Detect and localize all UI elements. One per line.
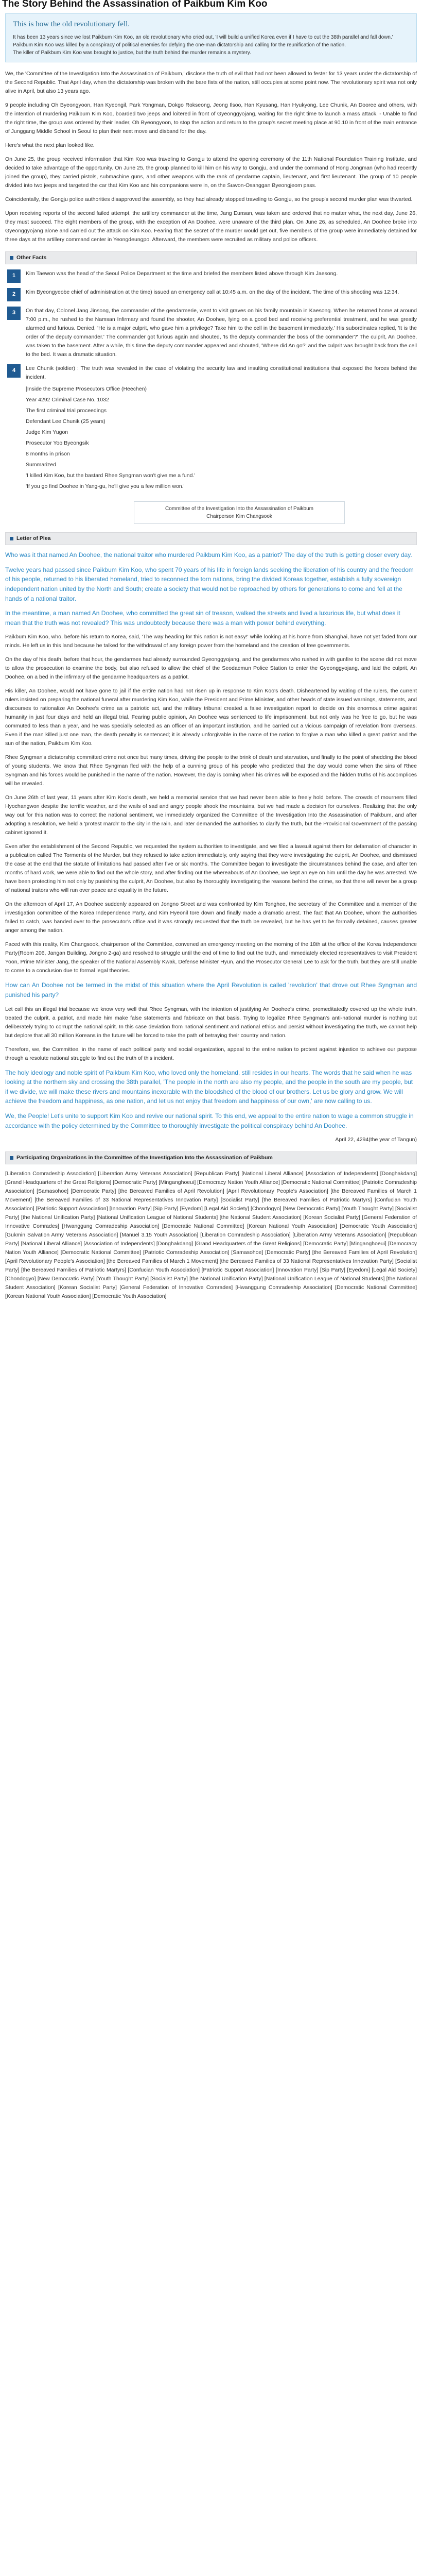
verdict-line: Summarized [26, 462, 56, 468]
intro-heading: This is how the old revolutionary fell. [13, 20, 130, 28]
section-heading-letter-of-plea [5, 532, 417, 545]
section-heading-label: Letter of Plea [16, 535, 51, 542]
square-bullet-icon [10, 256, 13, 260]
intro-box [5, 13, 417, 62]
signature-chairperson: Chairperson Kim Changsook [206, 514, 272, 520]
body-paragraph: Here's what the next plan looked like. [5, 142, 95, 149]
verdict-line: Prosecutor Yoo Byeongsik [26, 440, 89, 447]
article-body [0, 70, 422, 1301]
body-paragraph: 9 people including Oh Byeongyoon, Han Kyeongil, Park Yongman, Dokgo Rokseong, Jeong Ilsoo, Han Kyusang, Han Hyukyong, Lee Chunik, An Dooree and others, with the intention of murdering Paikbum Kim Koo, boarded two jeeps and loitered in front of Gyeonggyojang, waiting for the right time to launch a mass attack. - Unable to find the right time, the group was ordered by their leader, Oh Byeongyoon, to stop the action and return to the group's secret meeting place at 90.10 in front of the main entrance of Junggang Middle School in Seoul to plan their next move and disband for the day. [5, 102, 417, 135]
body-paragraph: Coincidentally, the Gongju police authorities disapproved the assembly, so they had already stopped traveling to Gongju, so the group's second murder plan was thwarted. [5, 196, 413, 203]
verdict-line: Judge Kim Yugon [26, 429, 68, 436]
page-title: The Story Behind the Assassination of Paikbum Kim Koo [2, 0, 268, 9]
verdict-line: Defendant Lee Chunik (25 years) [26, 418, 106, 425]
section-heading-other-facts [5, 251, 417, 264]
date-line: April 22, 4294(the year of Tangun) [335, 1137, 417, 1143]
appeal-paragraph: Twelve years had passed since Paikbum Kim Koo, who spent 70 years of his life in foreign lands seeking the liberation of his country and the freedom of his people, returned to his liberated homeland, tried to reconnect the torn nations, bring the divided Koreas together, establish a fully sovereign independent nation united by the North and South; create a society that would not be reproached by others for generations to come and fell at the hands of a national traitor. [5, 566, 414, 602]
fact-item [5, 307, 417, 359]
body-paragraph: Upon receiving reports of the second failed attempt, the artillery commander at the time, Jang Eunsan, was taken and ordered that no matter what, the next day, June 26, they must succeed. The eight members of the group, with the exception of An Doohee, were unaware of the third plan. On June 26, as scheduled, An Doohee broke into Gyeonggyojang alone and carried out the attack on Kim Koo. Fearing that the secret of the murder would get out, five members of the group were immediately detained for three days at the artillery command center in Yeongdeungpo. Afterward, the members were recruited as military and police officers. [5, 210, 417, 243]
appeal-paragraph: How can An Doohee not be termed in the midst of this situation where the April Revolution is called 'revolution' that drove out Rhee Syngman and punished his party? [5, 981, 417, 999]
appeal-paragraph: We, the People! Let's unite to support Kim Koo and revive our national spirit. To this end, we appeal to the entire nation to wage a common struggle in accordance with the policy determined by the Committee to thoroughly investigate the political conspiracy behind An Doohee. [5, 1112, 414, 1129]
organizations-list: [Liberation Comradeship Association] [Liberation Army Veterans Association] [Republican Party] [National Liberal Alliance] [Association of Independents] [Donghakdang] [Grand Headquarters of the Great Religions] [Democratic Party] [Minganghoeui] [Democracy Nation Youth Alliance] [Democratic National Committee] [Patriotic Comradeship Association] [Samasohoe] [Democratic Party] [the Bereaved Families of April Revolution] [April Revolutionary People's Association] [the Bereaved Families of March 1 Movement] [the Bereaved Families of 33 National Representatives Innovation Party] [Socialist Party] [the Bereaved Families of Patriotic Martyrs] [Confucian Youth Association] [Patriotic Support Association] [Innovation Party] [Sip Party] [Eyedom] [Legal Aid Society] [Chondogyo] [New Democratic Party] [Youth Thought Party] [Socialist Party] [the National Unification Party] [National Unification League of National Students] [the National Student Association] [Korean Socialist Party] [General Federation of Innovative Comrades] [Hwanggung Comradeship Association] [Democratic National Committee] [Korean National Youth Association] [Democratic Youth Association] [Gukmin Salvation Army Veterans Association] [Manuel 3.15 Youth Association] [Liberation Comradeship Association] [Liberation Army Veterans Association] [Republican Party] [National Liberal Alliance] [Association of Independents] [Donghakdang] [Grand Headquarters of the Great Religions] [Democratic Party] [Minganghoeui] [Democracy Nation Youth Alliance] [Democratic National Committee] [Patriotic Comradeship Association] [Samasohoe] [Democratic Party] [the Bereaved Families of April Revolution] [April Revolutionary People's Association] [the Bereaved Families of March 1 Movement] [the Bereaved Families of 33 National Representatives Innovation Party] [Socialist Party] [the Bereaved Families of Patriotic Martyrs] [Confucian Youth Association] [Patriotic Support Association] [Innovation Party] [Sip Party] [Eyedom] [Legal Aid Society] [Chondogyo] [New Democratic Party] [Youth Thought Party] [Socialist Party] [the National Unification Party] [National Unification League of National Students] [the National Student Association] [Korean Socialist Party] [General Federation of Innovative Comrades] [Hwanggung Comradeship Association] [Democratic National Committee] [Korean National Youth Association] [Democratic Youth Association] [5, 1171, 417, 1300]
fact-text: Kim Byeongyeobe chief of administration at the time) issued an emergency call at 10:45 a.m. on the day of the incident. The time of this shooting was 12:34. [26, 289, 399, 296]
fact-number: 2 [7, 288, 21, 301]
body-paragraph: Therefore, we, the Committee, in the name of each political party and social organization, appeal to the entire nation to protest against injustice to achieve our purpose through a resolute national struggle to find out the truth of this incident. [5, 1046, 417, 1061]
fact-number: 3 [7, 307, 21, 320]
intro-paragraph: Paikbum Kim Koo was killed by a conspiracy of political enemies for defying the one-man dictatorship and calling for the reunification of the nation. [13, 42, 346, 48]
signature-committee: Committee of the Investigation Into the Assassination of Paikbum [165, 506, 313, 512]
section-heading-label: Other Facts [16, 255, 47, 261]
verdict-line: 'I killed Kim Koo, but the bastard Rhee Syngman won't give me a fund.' [26, 472, 196, 479]
verdict-line: [Inside the Supreme Prosecutors Office (Heechen) [26, 386, 147, 393]
fact-item [5, 269, 417, 283]
body-paragraph: Paikbum Kim Koo, who, before his return to Korea, said, 'The way heading for this nation is not easy!' while looking at his home from Shanghai, have not yet faded from our minds. He left us in this land because he talked for the withdrawal of any foreign power from the homeland and the creation of free governments. [5, 634, 417, 649]
fact-text: Kim Taewon was the head of the Seoul Police Department at the time and briefed the members listed above through Kim Jaesong. [26, 270, 338, 277]
square-bullet-icon [10, 1156, 13, 1160]
section-heading-label: Participating Organizations in the Committee of the Investigation Into the Assassination of Paikbum [16, 1155, 273, 1161]
body-paragraph: His killer, An Doohee, would not have gone to jail if the entire nation had not risen up in response to Kim Koo's death. Disheartened by waiting of the rulers, the current rulers insisted on preparing the national funeral after murdering Kim Koo, while the President and Prime Minister, and other heads of state issued warnings, statements, and discourses to rationalize An Doohee's crime as a patriotic act, and the military tribunal created a false investigation report to decide on this enormous crime against humanity in just four days and held an illegal trial. Fearing public opinion, An Doohee was sentenced to life imprisonment, but not only was he free to go, but he was commuted to less than a year, and he was specially selected as an officer of an important institution, and he carried out a vicious campaign of revelation from overseas. Even if the man killed just one man, the death penalty is sentenced; it is already unforgivable in the name of the nation to forgive a man who killed a great patriot and the sun of the nation, Paikbum Kim Koo. [5, 688, 417, 747]
verdict-line: The first criminal trial proceedings [26, 408, 107, 414]
fact-number: 4 [7, 364, 21, 378]
fact-item [5, 364, 417, 493]
appeal-block [5, 550, 417, 628]
body-paragraph: On the day of his death, before that hour, the gendarmes had already surrounded Gyeonggyojang, and the gendarmes who rushed in with gunfire to the scene did not move to allow the prosecution to examine the body, but also refused to allow the chief of the Seodaemun Police Station to enter the Gyeonggyojang, and laid the culprit, An Doohee, on a bed in the infirmary of the gendarme headquarters as a patriot. [5, 656, 417, 681]
verdict-line: 'If you go find Doohee in Yang-gu, he'll give you a few million won.' [26, 483, 185, 490]
body-paragraph: Even after the establishment of the Second Republic, we requested the system authorities to investigate, and we filed a lawsuit against them for defamation of character in a publication called The Torments of the Murder, but they refused to take action immediately, only saying that they were investigating the culprit, An Doohee, and dismissed the case at the end that the statute of limitations had passed after five or six months. The Committee began to investigate the circumstances behind the case, and after ten months of hard work, we were able to find out the whole story, and after finding out the whereabouts of An Doohee, we kept an eye on him until the day he was arrested. We have been protecting him not only by punishing the culprit, An Doohee, but also by thoroughly investigating the reasons behind the crime, so that there will never be a group of national traitors who will run over peace and equality in the future. [5, 843, 417, 894]
body-paragraph: On June 25, the group received information that Kim Koo was traveling to Gongju to attend the opening ceremony of the 11th National Foundation Training Institute, and decided to take advantage of the opportunity. On June 25, the group planned to kill him on his way to Gongju, and under the command of Hong Jongman (who had recently joined the group), they carried pistols, submachine guns, and other weapons with the rank of gendarme captain, lieutenant, and first lieutenant. The group of 10 people divided into two jeeps and targeted the car that Kim Koo and his companions were in, on the Suwon-Osanggan Byeongjeom pass. [5, 156, 417, 189]
body-paragraph: We, the 'Committee of the Investigation Into the Assassination of Paikbum,' disclose the truth of evil that had not been allowed to fester for 13 years under the dictatorship of the Second Republic. That April day, when the dictatorship was broken with the bare fists of the nation, still occupies at some point now. The revolutionary spirit was not only alive in April, but also 13 years ago. [5, 71, 417, 95]
fact-item [5, 288, 417, 301]
intro-paragraph: It has been 13 years since we lost Paikbum Kim Koo, an old revolutionary who cried out, 'I will build a unified Korea even if I have to cut the 38th parallel and fall down.' [13, 35, 393, 41]
square-bullet-icon [10, 537, 13, 540]
appeal-paragraph: Who was it that named An Doohee, the national traitor who murdered Paikbum Kim Koo, as a patriot? The day of the truth is getting closer every day. [5, 551, 412, 559]
appeal-paragraph: In the meantime, a man named An Doohee, who committed the great sin of treason, walked the streets and lived a luxurious life, but what does it mean that the truth was not revealed? This was undoubtedly because there was a man with power behind everything. [5, 609, 400, 626]
verdict-line: 8 months in prison [26, 451, 70, 457]
fact-text-line: Lee Chunik (soldier) : The truth was revealed in the case of violating the security law and insulting constitutional institutions that exposed the forces behind the incident. [26, 365, 417, 381]
verdict-line: Year 4292 Criminal Case No. 1032 [26, 397, 109, 403]
body-paragraph: Faced with this reality, Kim Changsook, chairperson of the Committee, convened an emergency meeting on the morning of the 18th at the office of the Korea Independence Party(Room 206, Jangan Building, Jongno 2-ga) and resolved to struggle until the end of time to find out the truth, and immediately elected representatives to visit President Yoon, Prime Minister Jang, the speaker of the National Assembly Kwak, Defense Minister Hyun, and the Prosecutor General Lee to ask for the truth, but they are still unable to come to a conclusion due to formal legal theories. [5, 941, 417, 974]
body-paragraph: On the afternoon of April 17, An Doohee suddenly appeared on Jongno Street and was confronted by Kim Tonghee, the secretary of the Committee and a member of the investigation committee of the Korea Independence Party, and Kim Hyeonil tore down and finally made a dramatic arrest. The fact that An Doohee, whom the authorities failed to catch, was handed over to the prosecutor's office and it was strongly requested that the truth be revealed, but he has yet to be formally detained, causes greater anger among the nation. [5, 901, 417, 934]
body-paragraph: Let call this an illegal trial because we know very well that Rhee Syngman, with the intention of justifying An Doohee's crime, premeditatedly covered up the whole truth, treated the culprit, a patriot, and made him make false statements and fabricate on that basis. Trying to legalize Rhee Syngman's anti-national murder is nothing but deliberately trying to corrupt the national spirit. In this case deviation from national sentiment and national ethics and persist without investigating the truth, we cannot help but deplore that all 30 million Koreans in the future will be forced to take the path of betraying their country and nation. [5, 1006, 417, 1039]
appeal-paragraph: The holy ideology and noble spirit of Paikbum Kim Koo, who loved only the homeland, still resides in our hearts. The words that he said when he was looking at the northern sky and crossing the 38th parallel, 'The people in the north are also my people, and the people in the south are my people, but if we divide, we will make these rivers and mountains inexorable with the bloodshed of the blood of our brothers. Let us be glory and grow. We will achieve the freedom and happiness, as one nation, and let us not enjoy that freedom and happiness of our own,' are now calling to us. [5, 1069, 413, 1105]
verdict-lines [26, 385, 417, 491]
fact-number: 1 [7, 269, 21, 283]
signature-box [134, 501, 345, 524]
fact-text [26, 364, 417, 493]
closing-appeal-block [5, 1068, 417, 1131]
body-paragraph: On June 26th of last year, 11 years after Kim Koo's death, we held a memorial service that we had never been able to freely hold before. The crowds of mourners filled Hyochangwon despite the terrific weather, and the wails of sad and angry people shook the mountains, but we had made a decision for ourselves. Realizing that the only way out for this nation was to correct the national sentiment, we immediately organized the Committee of the Investigation Into the Assassination of Paikbum, and after adopting a resolution, we held a 'protest march' to the city in the rain, and later demanded the authorities to clarify the truth, but the Provisional Government of the passing cabinet ignored it. [5, 794, 417, 836]
fact-text: On that day, Colonel Jang Jinsong, the commander of the gendarmerie, went to visit graves on his family mountain in Kaesong. When he returned home at around 7:00 p.m., he rushed to the Namsan Infirmary and found the shooter, An Doohee, lying on a good bed and receiving preferential treatment, and he was greatly alarmed and furious. Denied, 'He is a major culprit, who gave him a privilege? Take him to the cell in the basement immediately.' His subordinates replied, 'It is the order of the deputy commander.' The commander got furious again and shouted, 'Is the deputy commander the boss of the commander?' The culprit, An Doohee, was taken to the basement. After a while, this time the deputy commander appeared and shouted, 'Where did An go?' and the culprit was brought back from the cell to the bed. It was a dramatic situation. [26, 308, 417, 358]
section-heading-organizations [5, 1151, 417, 1164]
intro-paragraph: The killer of Paikbum Kim Koo was brought to justice, but the truth behind the murder remains a mystery. [13, 50, 251, 56]
body-paragraph: Rhee Syngman's dictatorship committed crime not once but many times, driving the people to the brink of death and starvation, and finally to the point of shedding the blood of young students. We know that Rhee Syngman fled with the help of a cunning group of his people who predicted that the day would come when the sins of Rhee Syngman and his forces would be punished in the name of the nation. However, the day is coming when his crimes will be exposed and the hidden truths of his accomplices will be revealed. [5, 754, 417, 787]
